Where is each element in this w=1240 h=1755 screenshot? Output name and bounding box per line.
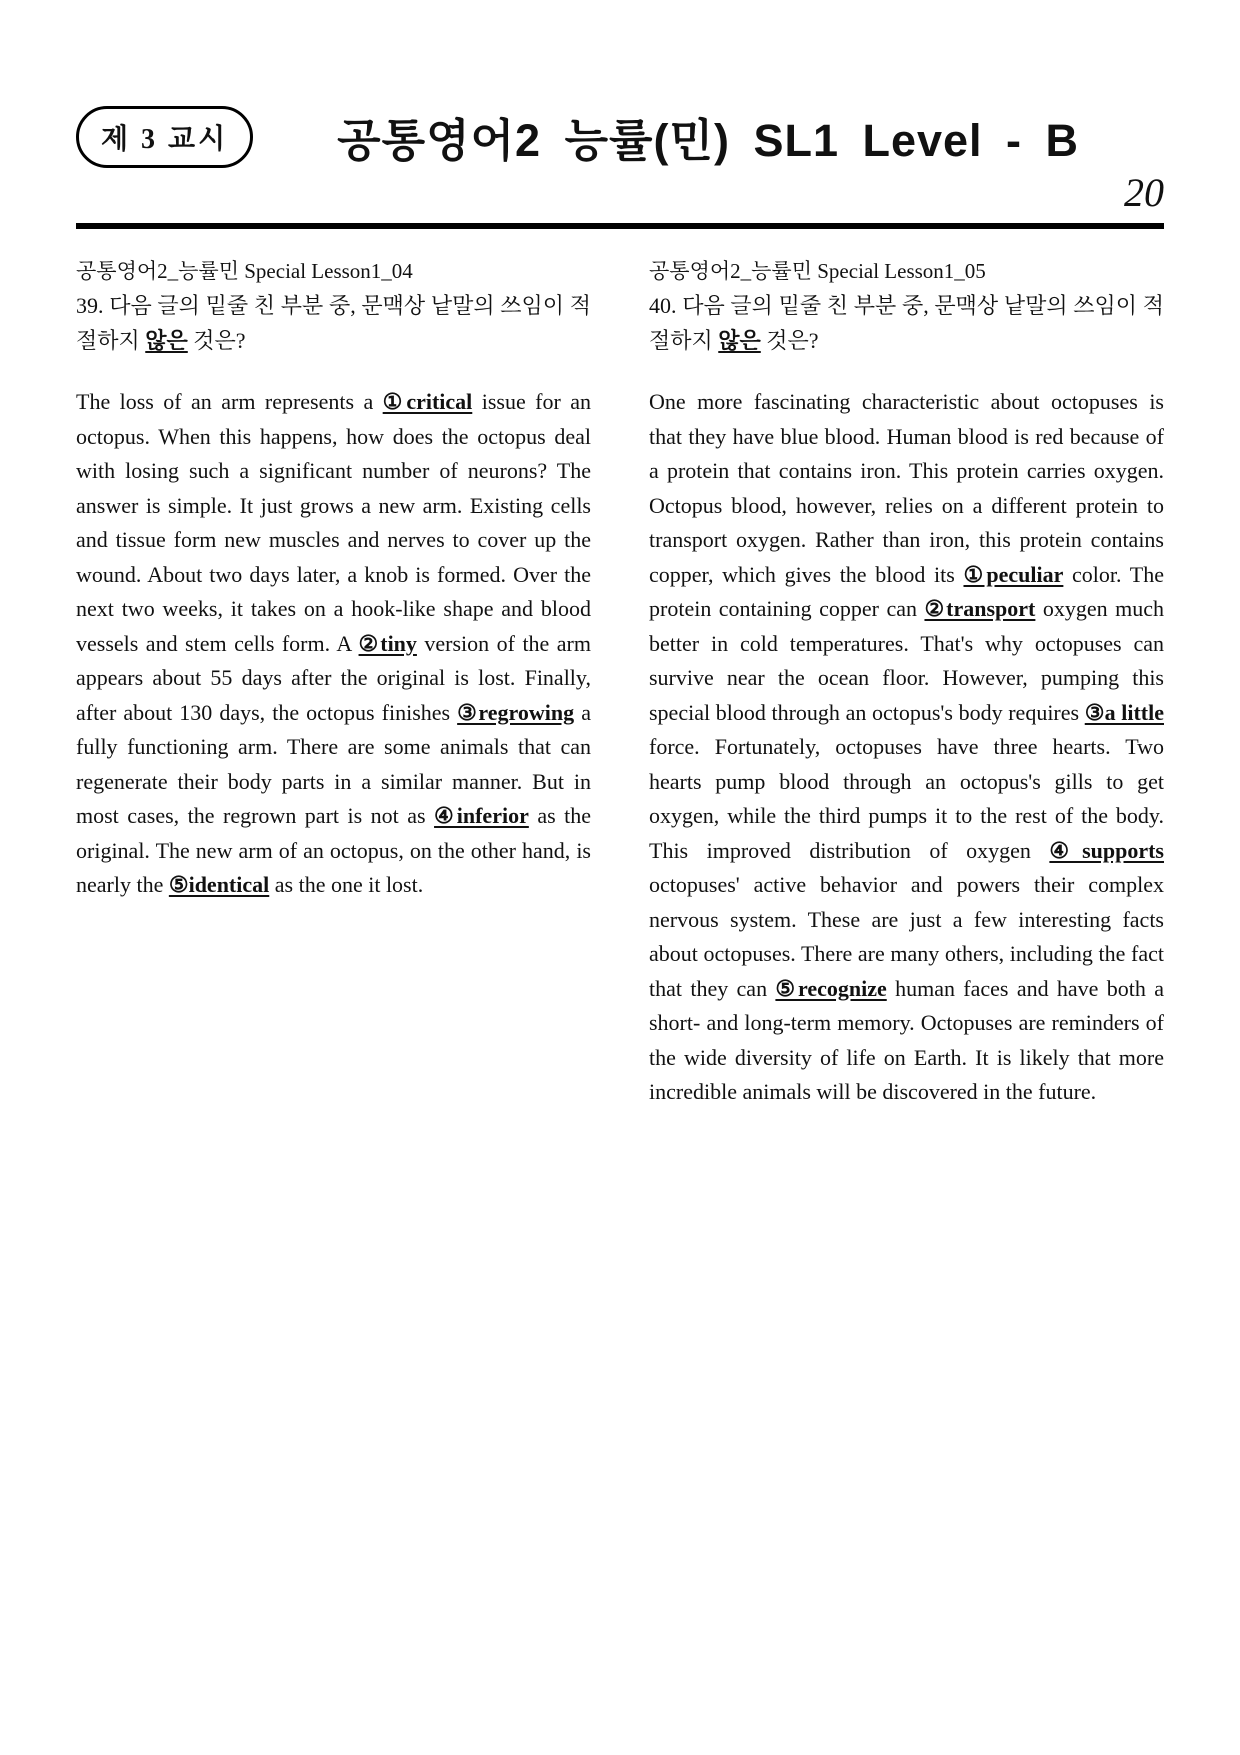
question-number-40: 40. — [649, 293, 677, 318]
page-number: 20 — [1124, 170, 1164, 215]
passage-text: octopuses' active behavior and powers their complex nervous system. These are just a few interesting facts about octopuses. There are many others, including the fact that they can — [649, 872, 1164, 1001]
underlined-choice: ③regrowing — [457, 699, 575, 725]
passage-text: as the original. The new arm of an octopus, on the other hand, is nearly the — [76, 803, 592, 897]
passage-text: One more fascinating characteristic about octopuses is that they have blue blood. Human blood is red because of a protein that contains iron. This protein carries oxygen. Octopus blood, however, relies on a different protein to transport oxygen. Rather than iron, this protein contains copper, which gives the blood its — [649, 389, 1164, 587]
underlined-choice: ①peculiar — [963, 561, 1064, 587]
prompt-emphasis-39: 않은 — [145, 328, 188, 353]
passage-text: human faces and have both a short- and long-term memory. Octopuses are reminders of the wide diversity of life on Earth. It is likely that more incredible animals will be discovered in the future. — [649, 975, 1164, 1104]
passage-text: oxygen much better in cold temperatures. That's why octopuses can survive near the ocean floor. However, pumping this special blood through an octopus's body requires — [649, 596, 1164, 725]
period-badge — [76, 106, 253, 168]
passage-text: a fully functioning arm. There are some animals that can regenerate their body parts in a similar manner. But in most cases, the regrown part is not as — [76, 699, 591, 828]
prompt-text-40: 다음 글의 밑줄 친 부분 중, 문맥상 낱말의 쓰임이 적절하지 — [649, 293, 1165, 353]
prompt-text-39: 다음 글의 밑줄 친 부분 중, 문맥상 낱말의 쓰임이 적절하지 — [76, 293, 592, 353]
prompt-tail-40: 것은? — [766, 328, 819, 353]
question-40-column — [649, 255, 1164, 1110]
underlined-choice: ④inferior — [434, 803, 529, 828]
passage-text: The loss of an arm represents a — [76, 389, 383, 414]
underlined-choice: ③a little — [1084, 699, 1164, 725]
underlined-choice: ④supports — [1049, 837, 1164, 863]
underlined-choice: ②tiny — [358, 630, 417, 656]
passage-text: force. Fortunately, octopuses have three hearts. Two hearts pump blood through an octopus's gills to get oxygen, while the third pumps it to the rest of the body. This improved distribution of oxygen — [649, 734, 1164, 863]
prompt-tail-39: 것은? — [193, 328, 246, 353]
period-badge-label: 제 3 교시 — [101, 123, 229, 155]
underlined-choice: ②transport — [924, 596, 1036, 621]
page-header — [76, 0, 1164, 169]
exam-title: 공통영어2 능률(민) SL1 Level - B — [337, 115, 1080, 166]
header-rule — [76, 223, 1164, 229]
question-39-column — [76, 255, 591, 1110]
lesson-source-40: 공통영어2_능률민 Special Lesson1_05 — [649, 259, 986, 283]
passage-40 — [649, 385, 1164, 1110]
passage-text: color. The protein containing copper can — [649, 561, 1165, 621]
question-number-39: 39. — [76, 293, 104, 318]
question-prompt-39 — [76, 288, 591, 358]
prompt-emphasis-40: 않은 — [718, 328, 761, 353]
underlined-choice: ⑤identical — [168, 872, 270, 897]
question-prompt-40 — [649, 288, 1164, 358]
passage-text: version of the arm appears about 55 days after the original is lost. Finally, after about 130 days, the octopus finishes — [76, 630, 591, 725]
underlined-choice: ①critical — [382, 389, 473, 414]
passage-text: issue for an octopus. When this happens, how does the octopus deal with losing such a significant number of neurons? The answer is simple. It just grows a new arm. Existing cells and tissue form new muscles and nerves to cover up the wound. About two days later, a knob is formed. Over the next two weeks, it takes on a hook-like shape and blood vessels and stem cells form. A — [76, 389, 591, 656]
passage-39 — [76, 385, 591, 903]
question-columns — [76, 255, 1164, 1110]
underlined-choice: ⑤recognize — [775, 975, 887, 1001]
passage-text: as the one it lost. — [269, 872, 424, 897]
lesson-source-39: 공통영어2_능률민 Special Lesson1_04 — [76, 259, 413, 283]
